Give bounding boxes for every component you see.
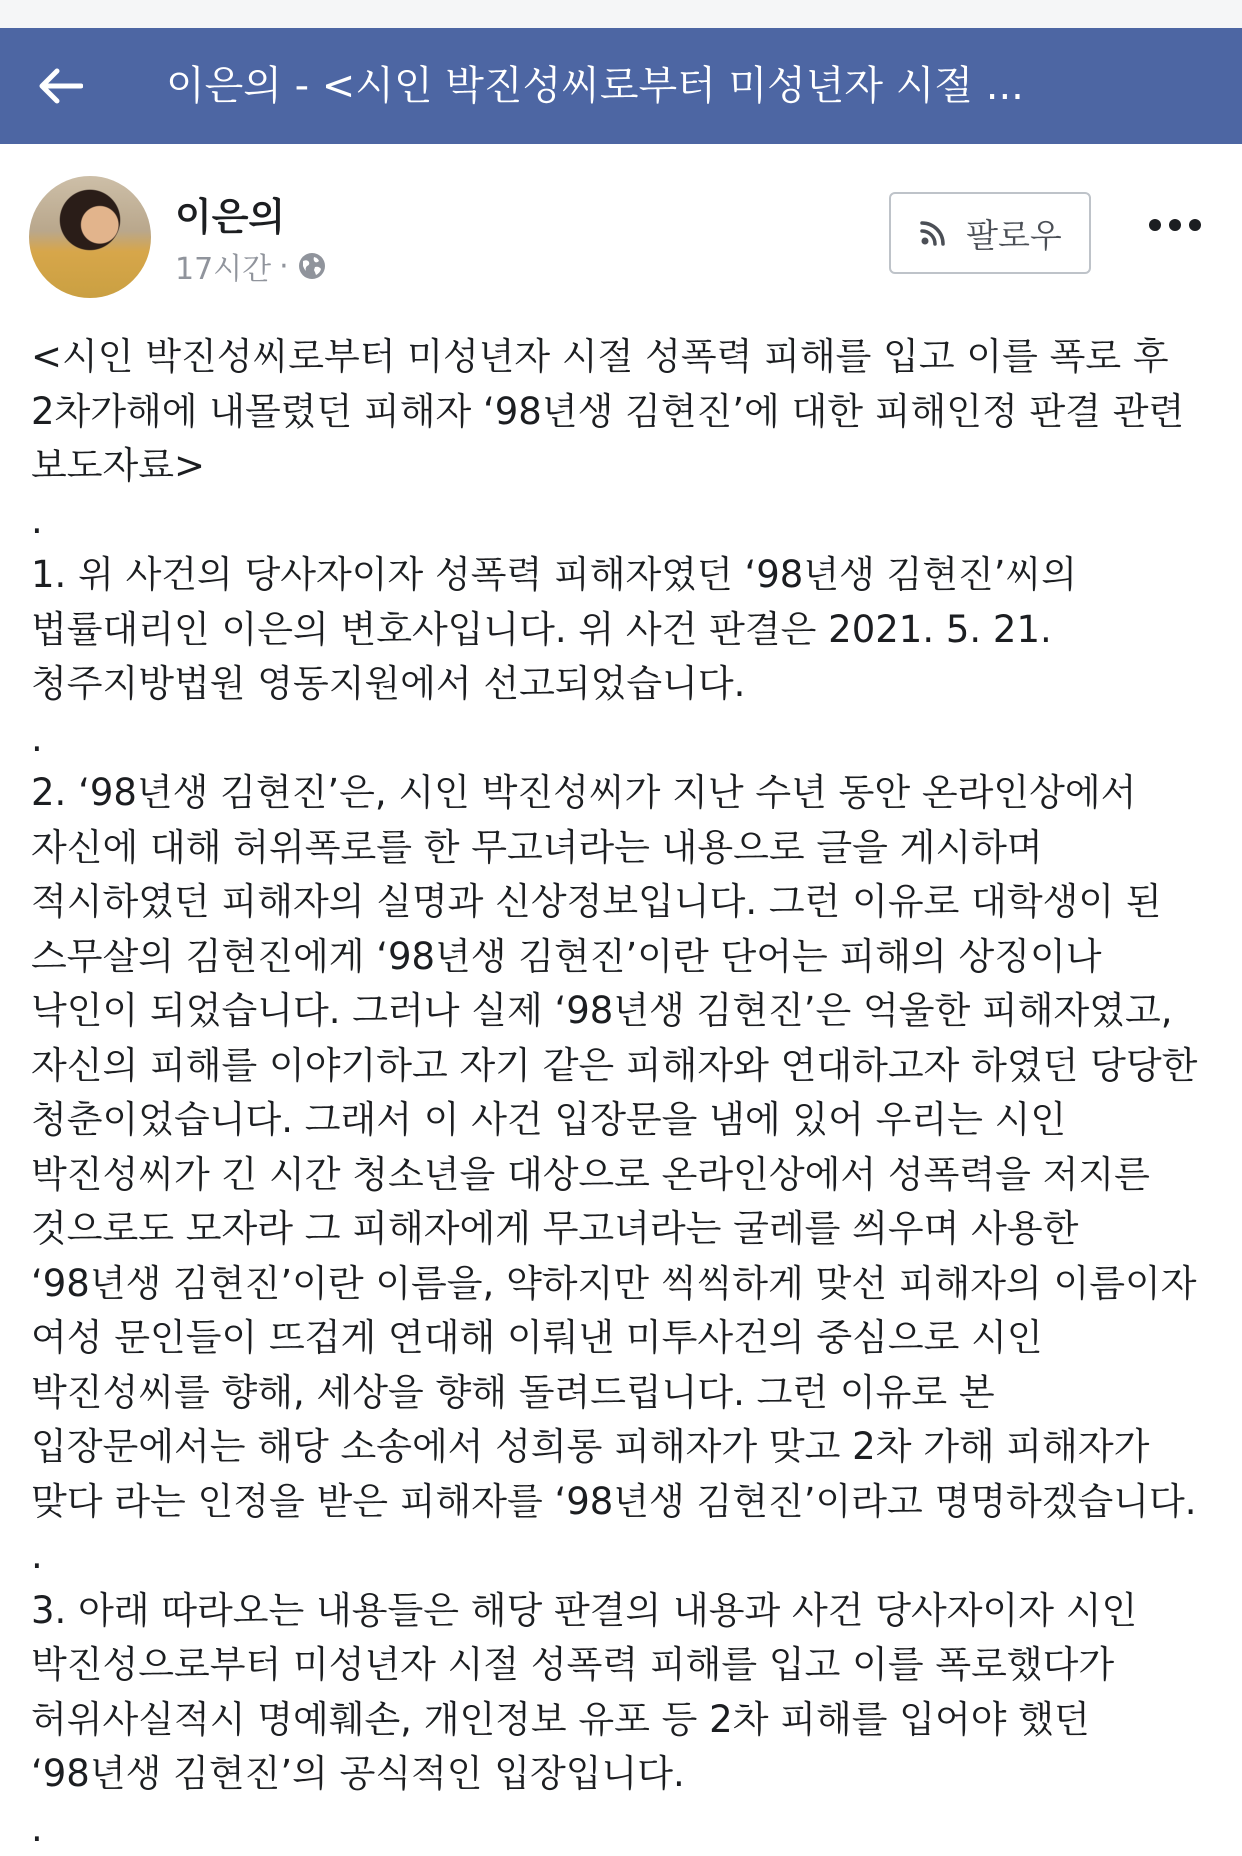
- page-title: 이은의 - <시인 박진성씨로부터 미성년자 시절 ...: [166, 28, 1122, 144]
- back-arrow-icon: [37, 67, 83, 105]
- separator-dot: .: [31, 1802, 1216, 1856]
- back-button[interactable]: [0, 28, 120, 144]
- post-body: [31, 330, 1216, 1856]
- post-time[interactable]: 17시간: [175, 244, 271, 288]
- meta-separator: ·: [279, 249, 289, 284]
- more-dot: [1169, 219, 1181, 231]
- separator-dot: .: [31, 494, 1216, 549]
- status-strip: [0, 0, 1242, 28]
- avatar[interactable]: [29, 176, 151, 298]
- separator-dot: .: [31, 1529, 1216, 1584]
- follow-button[interactable]: [889, 192, 1091, 274]
- rss-feed-icon: [918, 218, 948, 248]
- paragraph-3: 3. 아래 따라오는 내용들은 해당 판결의 내용과 사건 당사자이자 시인 박진성으로부터 미성년자 시절 성폭력 피해를 입고 이를 폭로했다가 허위사실적시 명예훼손, 개인정보 유포 등 2차 피해를 입어야 했던 ‘98년생 김현진’의 공식적인 입장입니다.: [31, 1584, 1216, 1802]
- top-app-bar: [0, 28, 1242, 144]
- post-meta: [175, 244, 327, 288]
- post-heading: <시인 박진성씨로부터 미성년자 시절 성폭력 피해를 입고 이를 폭로 후 2차가해에 내몰렸던 피해자 ‘98년생 김현진’에 대한 피해인정 판결 관련 보도자료>: [31, 330, 1216, 494]
- more-dot: [1189, 219, 1201, 231]
- author-name[interactable]: 이은의: [175, 186, 285, 241]
- more-dots-icon: [1149, 219, 1161, 231]
- more-options-button[interactable]: [1140, 200, 1210, 250]
- globe-icon: [297, 251, 327, 281]
- paragraph-2: 2. ‘98년생 김현진’은, 시인 박진성씨가 지난 수년 동안 온라인상에서 자신에 대해 허위폭로를 한 무고녀라는 내용으로 글을 게시하며 적시하였던 피해자의 실명과 신상정보입니다. 그런 이유로 대학생이 된 스무살의 김현진에게 ‘98년생 김현진’이란 단어는 피해의 상징이나 낙인이 되었습니다. 그러나 실제 ‘98년생 김현진’은 억울한 피해자였고, 자신의 피해를 이야기하고 자기 같은 피해자와 연대하고자 하였던 당당한 청춘이었습니다. 그래서 이 사건 입장문을 냄에 있어 우리는 시인 박진성씨가 긴 시간 청소년을 대상으로 온라인상에서 성폭력을 저지른 것으로도 모자라 그 피해자에게 무고녀라는 굴레를 씌우며 사용한 ‘98년생 김현진’이란 이름을, 약하지만 씩씩하게 맞선 피해자의 이름이자 여성 문인들이 뜨겁게 연대해 이뤄낸 미투사건의 중심으로 시인 박진성씨를 향해, 세상을 향해 돌려드립니다. 그런 이유로 본 입장문에서는 해당 소송에서 성희롱 피해자가 맞고 2차 가해 피해자가 맞다 라는 인정을 받은 피해자를 ‘98년생 김현진’이라고 명명하겠습니다.: [31, 766, 1216, 1529]
- separator-dot: .: [31, 712, 1216, 767]
- paragraph-1: 1. 위 사건의 당사자이자 성폭력 피해자였던 ‘98년생 김현진’씨의 법률대리인 이은의 변호사입니다. 위 사건 판결은 2021. 5. 21. 청주지방법원 영동지원에서 선고되었습니다.: [31, 548, 1216, 712]
- follow-label: 팔로우: [966, 210, 1062, 257]
